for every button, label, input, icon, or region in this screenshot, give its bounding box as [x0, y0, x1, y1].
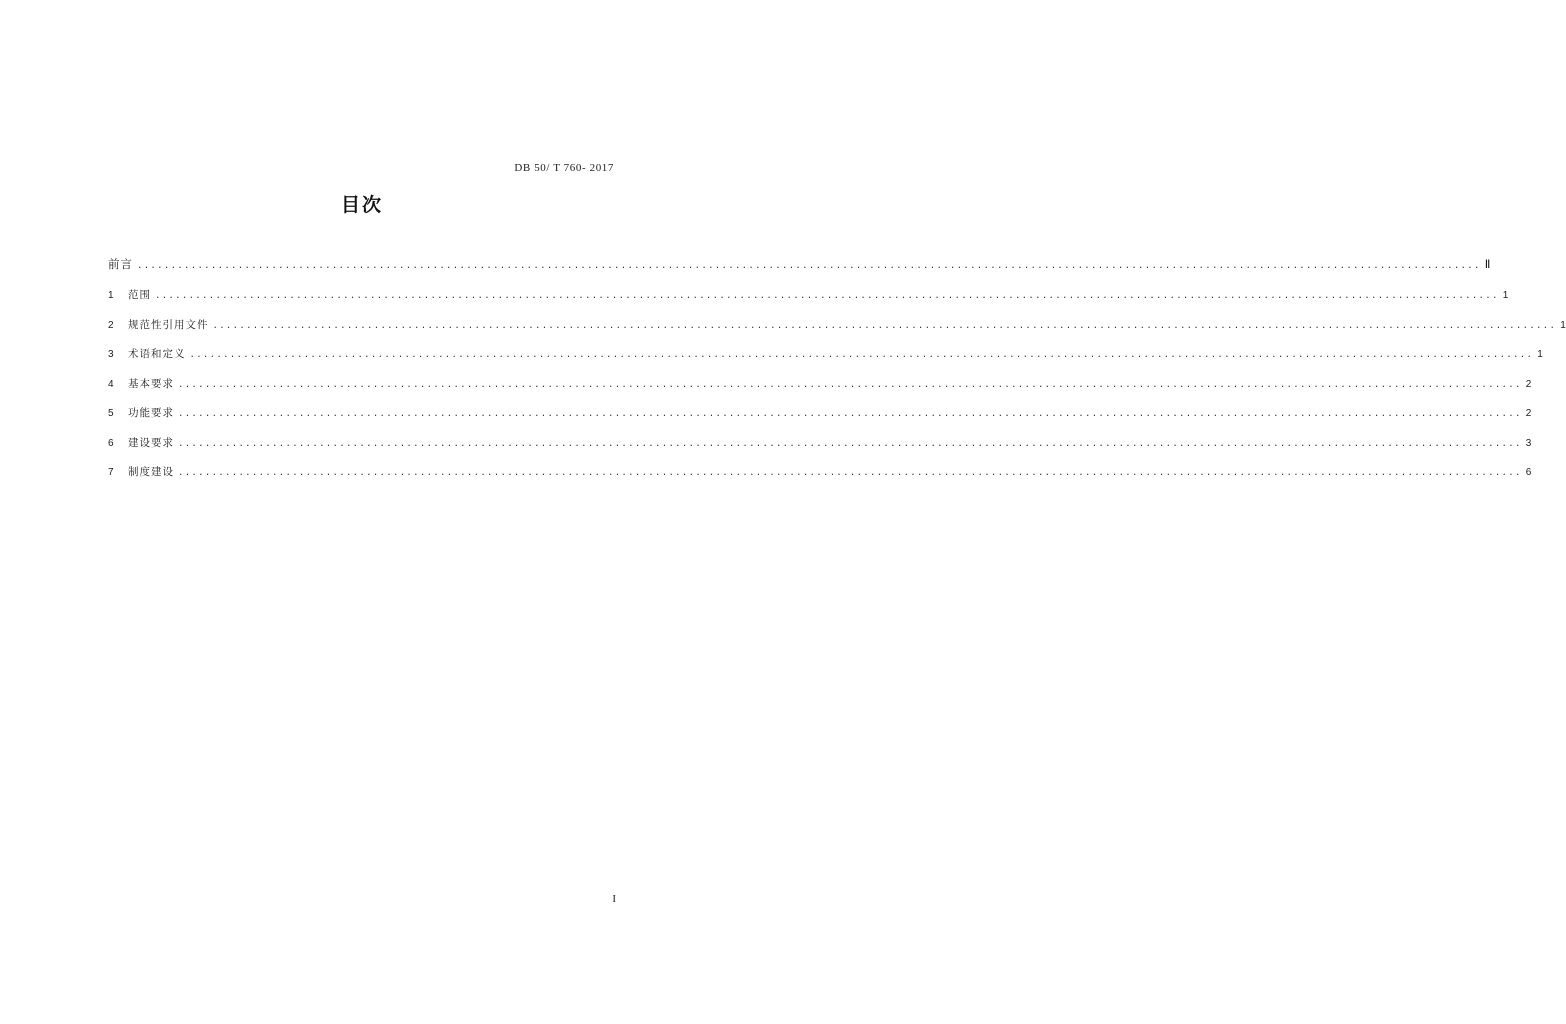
toc-entry-scope[interactable]	[108, 287, 1509, 317]
page-title: 目次	[340, 194, 383, 216]
toc-leader-dots: ........................................................................................................................................................................................................	[178, 409, 1522, 419]
toc-entry-number: 2	[108, 319, 114, 331]
toc-entry-terms-definitions[interactable]	[108, 346, 1543, 376]
toc-entry-number: 5	[108, 408, 114, 419]
toc-entry-page: 3	[1525, 437, 1532, 449]
toc-entry-number: 6	[108, 437, 114, 449]
toc-entry-construction-requirements[interactable]	[108, 435, 1532, 465]
toc-entry-label: 基本要求	[128, 377, 174, 390]
toc-entry-system-construction[interactable]	[108, 464, 1532, 494]
toc-entry-functional-requirements[interactable]	[108, 405, 1532, 435]
toc-entry-number: 3	[108, 349, 114, 360]
toc-entry-page: Ⅱ	[1484, 259, 1491, 271]
page-number: I	[612, 893, 616, 905]
toc-entry-page: 2	[1525, 378, 1532, 390]
toc-entry-label: 前言	[108, 257, 133, 271]
toc-entry-page: 1	[1502, 290, 1509, 301]
toc-entry-basic-requirements[interactable]	[108, 376, 1532, 406]
toc-entry-label: 规范性引用文件	[128, 318, 209, 331]
toc-entry-page: 2	[1525, 408, 1532, 419]
toc-entry-normative-references[interactable]	[108, 317, 1566, 347]
toc-entry-page: 1	[1560, 319, 1566, 331]
toc-leader-dots: ........................................................................................................................................................................................................	[212, 320, 1557, 331]
toc-entry-foreword[interactable]	[108, 256, 1491, 287]
toc-leader-dots: ........................................................................................................................................................................................................	[178, 379, 1522, 390]
table-of-contents	[108, 256, 1566, 494]
toc-leader-dots: ........................................................................................................................................................................................................	[178, 438, 1522, 449]
toc-leader-dots: ........................................................................................................................................................................................................	[155, 291, 1499, 301]
toc-entry-label: 制度建设	[128, 466, 174, 478]
toc-entry-label: 术语和定义	[128, 348, 186, 360]
toc-entry-page: 1	[1537, 349, 1543, 360]
toc-leader-dots: ........................................................................................................................................................................................................	[137, 261, 1481, 271]
toc-entry-number: 1	[108, 290, 114, 301]
toc-entry-label: 建设要求	[128, 436, 174, 449]
toc-entry-page: 6	[1525, 467, 1532, 478]
toc-entry-label: 范围	[128, 289, 151, 301]
toc-leader-dots: ........................................................................................................................................................................................................	[189, 350, 1534, 360]
toc-leader-dots: ........................................................................................................................................................................................................	[178, 468, 1522, 478]
toc-entry-number: 4	[108, 378, 114, 390]
toc-entry-label: 功能要求	[128, 407, 174, 419]
toc-entry-number: 7	[108, 467, 114, 478]
standard-code: DB 50/ T 760- 2017	[514, 162, 614, 174]
